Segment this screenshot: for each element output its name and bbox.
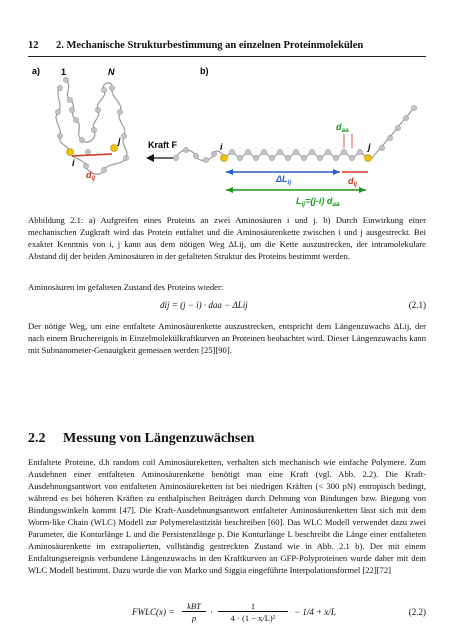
residue-j-marker (111, 145, 118, 152)
force-arrowhead (146, 154, 154, 162)
residue-i-marker-b (221, 155, 228, 162)
folded-protein (56, 80, 127, 174)
daa-label: $d_{aa}$ (336, 122, 349, 134)
panel-b-label: b) (200, 66, 209, 76)
right-tail (372, 105, 417, 158)
paragraph-3: Entfaltete Proteine, d.h random coil Aminosäureketten, verhalten sich mechanisch wie einfache Polymere. Zum Ausdehnen einer entfalteten Aminosäurenkette benötigt man eine Kraft (vgl. Abb. 2.2). Die Kraft-Ausdehnungsantwort von entfalteten Aminosäureketten ist bei niedrigen Kräften (< 300 pN) entropisch bedingt, während es bei höheren Kräften zu enthalpischen Beiträgen durch Dehnung von Bindungen bzw. Biegung von Bindungswinkeln kommt [47]. Die Kraft-Ausdehnungsantwort entfalteter Aminosäurenketten lässt sich mit dem Worm-like Chain (WLC) Modell zur Polymerelastizität beschreiben [60]. Das WLC Modell verwendet dazu zwei Parameter, die Konturlänge L und die Persistenzlänge p. Die Konturlänge L beschreibt die Länge einer entfalteten Aminosäurenkette im extrapolierten, vollständig gestreckten Zustand wie in Abb. 2.1 b). Der mit einem Entfaltungsereignis verbundene Längenzuwachs in den Kraftkurven an GFP-Polyproteinen wurde daher mit dem WLC Modell bestimmt. Dazu wurde die von Marko und Siggia eingeführte Interpolationsformel [22][72] (28, 457, 426, 575)
equation-2-1-number: (2.1) (408, 300, 426, 310)
figure-2-1 (28, 62, 426, 210)
section-heading (28, 431, 254, 447)
equation-2-2-lhs: FWLC(x) = (132, 607, 175, 617)
paragraph-2: Der nötige Weg, um eine entfaltete Aminosäurenkette auszustrecken, entspricht dem Längenzuwachs ΔLij, der nach einem Bruchereignis in Einzelmolekülkraftkurven an Proteinen beobachtet wird. Dieser Längenzuwachs kann mit Subnanometer-Genauigkeit gemessen werden [25][90]. (28, 321, 426, 355)
residue-start-label: 1 (61, 67, 67, 77)
stretched-chain (224, 149, 368, 160)
equation-2-2-prefactor-num: kBT (182, 601, 206, 612)
panel-a-label: a) (32, 66, 41, 76)
lij-arrowhead-right (359, 187, 366, 193)
equation-2-2-prefactor-den: p (191, 613, 197, 623)
equation-2-2 (28, 601, 426, 625)
lij-arrowhead-left (226, 187, 233, 193)
lij-label: $L_{ij}=(j-i)$ $d_{aa}$ (296, 196, 340, 208)
panel-b-i-label: i (220, 142, 223, 152)
section-title: Messung von Längenzuwächsen (63, 431, 255, 446)
figure-caption: Abbildung 2.1: a) Aufgreifen eines Proteins an zwei Aminosäuren i und j. b) Durch Einwirkung einer mechanischen Zugkraft wird das Protein entfaltet und die Aminosäurenkette zwischen i und j ausgestreckt. Bei exakter Kenntnis von i, j kann aus dem nötigen Weg ΔLij, um die Kette auszustrecken, der intramolekulare Abstand dij der beiden Aminosäuren in der gefalteten Struktur des Proteins bestimmt werden. (28, 215, 426, 261)
dij-distance-line (72, 154, 112, 156)
equation-2-2-frac-num: 1 (218, 601, 288, 612)
force-label: Kraft F (148, 140, 177, 150)
equation-2-2-rest: − 1/4 + x/L (294, 607, 336, 617)
section-number: 2.2 (28, 431, 46, 446)
folded-protein-beads (55, 77, 128, 172)
residue-i-marker (67, 149, 74, 156)
equation-2-2-number: (2.2) (408, 607, 426, 617)
panel-a-dij-label: $d_{ij}$ (86, 170, 96, 182)
delta-l-arrowhead-right (333, 169, 340, 175)
chapter-title: 2. Mechanische Strukturbestimmung an einzelnen Proteinmolekülen (56, 40, 364, 51)
equation-2-1-body: dij = (j − i) · daa − ΔLij (160, 300, 248, 310)
residue-end-label: N (108, 67, 115, 77)
panel-a-i-label: i (72, 158, 75, 168)
equation-2-2-dot: · (210, 607, 213, 617)
delta-l-arrowhead-left (226, 169, 233, 175)
paragraph-1: Aminosäuren im gefalteten Zustand des Proteins wieder: (28, 282, 224, 292)
residue-j-marker-b (365, 155, 372, 162)
left-tail (173, 147, 224, 162)
delta-l-label: $\Delta L_{ij}$ (276, 174, 292, 186)
equation-2-2-frac-den: 4 · (1 − x/L)² (230, 613, 276, 623)
page-header (28, 40, 426, 57)
panel-b-j-label: j (368, 142, 371, 152)
panel-b-dij-label: $d_{ij}$ (348, 176, 358, 188)
page-number: 12 (28, 40, 39, 51)
panel-a-j-label: j (118, 136, 121, 146)
